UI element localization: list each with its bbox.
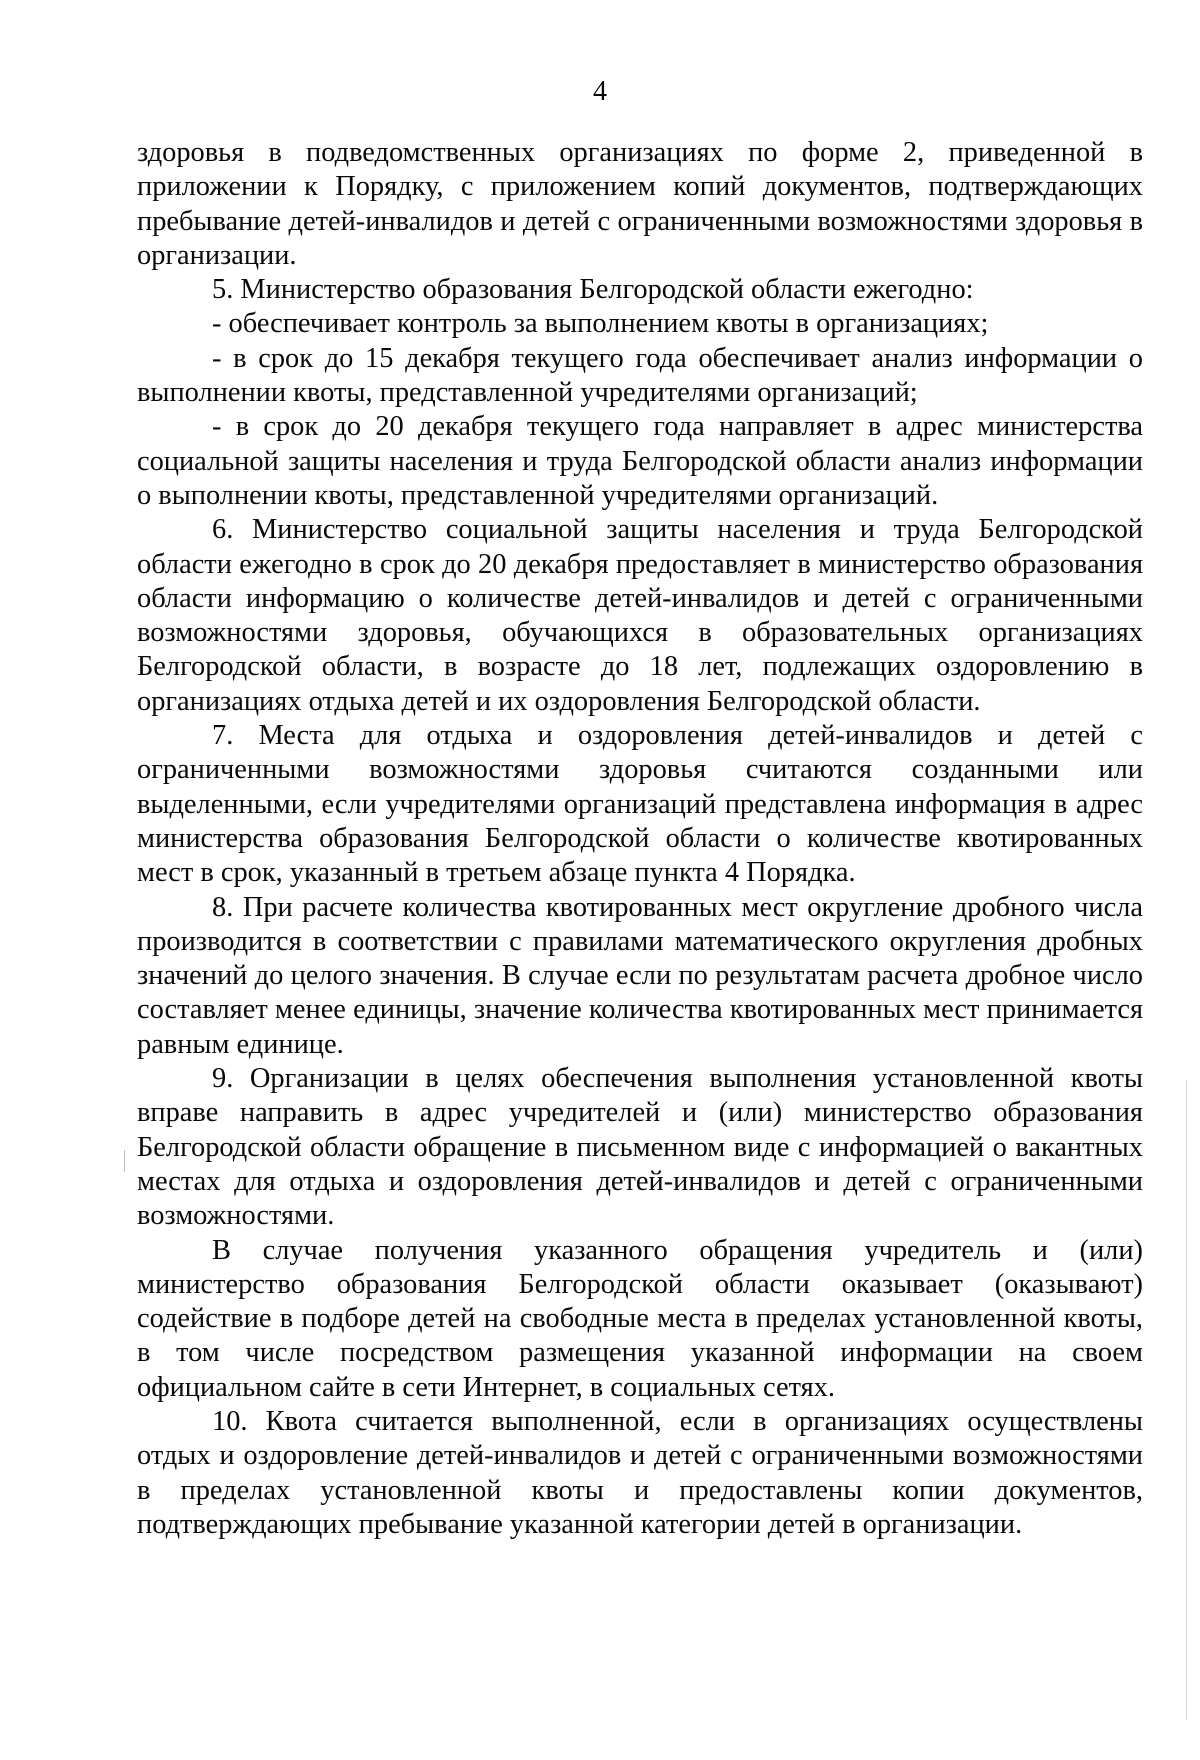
- scan-artifact-mark: [124, 1150, 125, 1172]
- paragraph-continuation: здоровья в подведомственных организациях по форме 2, приведенной в приложении к Порядку, с приложением копий документов, подтверждающих пребывание детей-инвалидов и детей с ограниченными возможностями здоровья в организации.: [137, 137, 1143, 271]
- paragraph-item-9-continuation: В случае получения указанного обращения учредитель и (или) министерство образования Белгородской области оказывает (оказывают) содействие в подборе детей на свободные места в пределах установленной квоты, в том числе посредством размещения указанной информации на своем официальном сайте в сети Интернет, в социальных сетях.: [137, 1234, 1143, 1403]
- paragraph-item-5-bullet-2: - в срок до 15 декабря текущего года обеспечивает анализ информации о выполнении квоты, представленной учредителями организаций;: [137, 342, 1143, 409]
- document-body: [137, 136, 1143, 1542]
- page-number: 4: [593, 76, 607, 107]
- paragraph-item-5-bullet-3: - в срок до 20 декабря текущего года направляет в адрес министерства социальной защиты населения и труда Белгородской области анализ информации о выполнении квоты, представленной учредителями организаций.: [137, 411, 1143, 511]
- paragraph-item-5-bullet-1: - обеспечивает контроль за выполнением квоты в организациях;: [212, 308, 989, 340]
- paragraph-item-6: 6. Министерство социальной защиты населения и труда Белгородской области ежегодно в срок до 20 декабря предоставляет в министерство образования области информацию о количестве детей-инвалидов и детей с ограниченными возможностями здоровья, обучающихся в образовательных организациях Белгородской области, в возрасте до 18 лет, подлежащих оздоровлению в организациях отдыха детей и их оздоровления Белгородской области.: [137, 514, 1143, 717]
- paragraph-item-7: 7. Места для отдыха и оздоровления детей-инвалидов и детей с ограниченными возможностями здоровья считаются созданными или выделенными, если учредителями организаций представлена информация в адрес министерства образования Белгородской области о количестве квотированных мест в срок, указанный в третьем абзаце пункта 4 Порядка.: [137, 720, 1143, 889]
- paragraph-item-10: 10. Квота считается выполненной, если в организациях осуществлены отдых и оздоровление детей-инвалидов и детей с ограниченными возможностями в пределах установленной квоты и предоставлены копии документов, подтверждающих пребывание указанной категории детей в организации.: [137, 1405, 1143, 1540]
- scan-artifact-edge: [1186, 1080, 1187, 1720]
- paragraph-item-5: 5. Министерство образования Белгородской области ежегодно:: [212, 274, 974, 306]
- paragraph-item-9: 9. Организации в целях обеспечения выполнения установленной квоты вправе направить в адрес учредителей и (или) министерство образования Белгородской области обращение в письменном виде с информацией о вакантных местах для отдыха и оздоровления детей-инвалидов и детей с ограниченными возможностями.: [137, 1063, 1143, 1232]
- paragraph-item-8: 8. При расчете количества квотированных мест округление дробного числа производится в соответствии с правилами математического округления дробных значений до целого значения. В случае если по результатам расчета дробное число составляет менее единицы, значение количества квотированных мест принимается равным единице.: [137, 891, 1143, 1060]
